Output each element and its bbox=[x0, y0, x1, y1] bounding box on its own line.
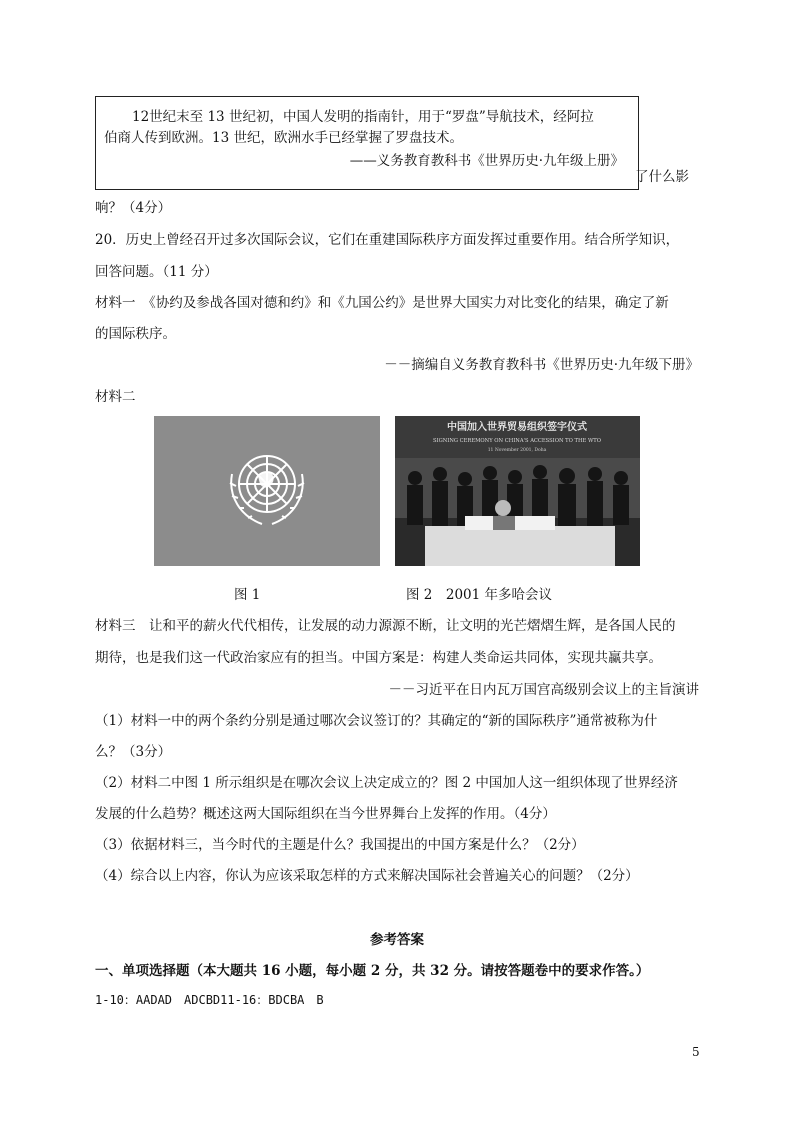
excerpt-box bbox=[95, 96, 639, 190]
banner-title-en: SIGNING CEREMONY ON CHINA'S ACCESSION TO THE WTO bbox=[433, 438, 601, 444]
figure-1-caption: 图 1 bbox=[234, 587, 261, 603]
material-3-line-1: 材料三 让和平的薪火代代相传，让发展的动力源源不断，让文明的光芒熠熠生辉，是各国人民的 bbox=[95, 618, 676, 634]
figure-1-un-flag bbox=[154, 416, 380, 566]
q20-intro-line-2: 回答问题。（11 分） bbox=[95, 264, 218, 280]
material-3-line-2: 期待，也是我们这一代政治家应有的担当。中国方案是：构建人类命运共同体，实现共赢共享。 bbox=[95, 650, 662, 666]
material-1-source: －－摘编自义务教育教科书《世界历史·九年级下册》 bbox=[384, 357, 699, 373]
sub-question-4: （4）综合以上内容，你认为应该采取怎样的方式来解决国际社会普遍关心的问题？（2分） bbox=[95, 868, 639, 884]
answers-section-1-heading: 一、单项选择题（本大题共 16 小题，每小题 2 分，共 32 分。请按答题卷中的要求作答。） bbox=[95, 963, 650, 979]
sub-question-1-line-1: （1）材料一中的两个条约分别是通过哪次会议签订的？其确定的“新的国际秩序”通常被称为什 bbox=[95, 713, 658, 729]
excerpt-source: ——义务教育教科书《世界历史·九年级上册》 bbox=[349, 153, 624, 169]
material-3-source: －－习近平在日内瓦万国宫高级别会议上的主旨演讲 bbox=[388, 682, 699, 698]
q19-fragment: 了什么影 bbox=[635, 169, 689, 185]
material-1-line-2: 的国际秩序。 bbox=[95, 326, 176, 342]
excerpt-line-2: 伯商人传到欧洲。13 世纪，欧洲水手已经掌握了罗盘技术。 bbox=[104, 130, 463, 146]
un-emblem-icon bbox=[154, 416, 380, 566]
excerpt-line-1: 12世纪末至 13 世纪初，中国人发明的指南针，用于“罗盘”导航技术，经阿拉 bbox=[132, 109, 594, 125]
banner-title-cn: 中国加入世界贸易组织签字仪式 bbox=[447, 422, 587, 433]
page-number: 5 bbox=[692, 1045, 700, 1059]
answers-title: 参考答案 bbox=[370, 932, 424, 948]
banner-date: 11 November 2001, Doha bbox=[487, 448, 547, 453]
figure-2-caption: 图 2 2001 年多哈会议 bbox=[406, 587, 553, 603]
q19-score: 响？（4分） bbox=[95, 200, 172, 216]
material-1-line-1: 材料一 《协约及参战各国对德和约》和《九国公约》是世界大国实力对比变化的结果，确定了新 bbox=[95, 295, 669, 311]
sub-question-2-line-1: （2）材料二中图 1 所示组织是在哪次会议上决定成立的？图 2 中国加人这一组织体现了世界经济 bbox=[95, 775, 678, 791]
figure-2-wto-signing-photo bbox=[395, 416, 640, 566]
q20-intro-line-1: 20．历史上曾经召开过多次国际会议，它们在重建国际秩序方面发挥过重要作用。结合所学知识， bbox=[95, 232, 680, 248]
answers-choice-key: 1-10：AADAD ADCBD11-16：BDCBA B bbox=[95, 993, 324, 1007]
sub-question-1-line-2: 么？（3分） bbox=[95, 744, 172, 760]
sub-question-3: （3）依据材料三，当今时代的主题是什么？我国提出的中国方案是什么？（2分） bbox=[95, 837, 585, 853]
sub-question-2-line-2: 发展的什么趋势？概述这两大国际组织在当今世界舞台上发挥的作用。（4分） bbox=[95, 806, 556, 822]
material-2-label: 材料二 bbox=[95, 389, 136, 405]
